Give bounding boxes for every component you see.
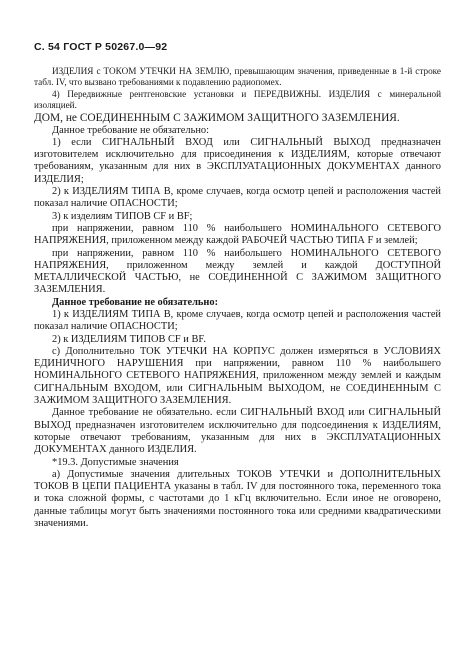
paragraph: а) Допустимые значения длительных ТОКОВ УТЕЧКИ и ДОПОЛНИТЕЛЬНЫХ ТОКОВ В ЦЕПИ ПАЦИЕНТА указаны в табл. IV для постоянного тока, переменного тока и тока сложной формы, с частотами до 1 кГц включительно. Если иное не оговорено, данные таблицы могут быть значениями постоянного тока или средними квадратическими значениями. xyxy=(34,468,441,530)
paragraph: 3) к изделиям ТИПОВ CF и BF; xyxy=(52,210,193,222)
paragraph: 2) к ИЗДЕЛИЯМ ТИПА В, кроме случаев, когда осмотр цепей и расположения частей показал наличие ОПАСНОСТИ; xyxy=(34,186,441,210)
document-body xyxy=(34,66,441,530)
paragraph: 1) если СИГНАЛЬНЫЙ ВХОД или СИГНАЛЬНЫЙ ВЫХОД предназначен изготовителем исключительно для присоединения к ИЗДЕЛИЯМ, которые отвечают требованиям, указанным для них в ЭКСПЛУАТАЦИОННЫХ ДОКУМЕНТАХ данного ИЗДЕЛИЯ; xyxy=(34,136,441,185)
paragraph: Данное требование не обязательно: xyxy=(52,124,209,136)
section-heading: *19.3. Допустимые значения xyxy=(52,456,179,468)
paragraph: ДОМ, не СОЕДИНЕННЫМ С ЗАЖИМОМ ЗАЩИТНОГО ЗАЗЕМЛЕНИЯ. xyxy=(34,111,400,124)
paragraph: ИЗДЕЛИЯ с ТОКОМ УТЕЧКИ НА ЗЕМЛЮ, превышающим значения, приведенные в 1-й строке табл. IV, что вызвано требованиями к подавлению радиопомех. xyxy=(34,66,441,88)
paragraph: с) Дополнительно ТОК УТЕЧКИ НА КОРПУС должен измеряться в УСЛОВИЯХ ЕДИНИЧНОГО НАРУШЕНИЯ при напряжении, равном 110 % наибольшего НОМИНАЛЬНОГО СЕТЕВОГО НАПРЯЖЕНИЯ, приложенном между землей и каждым СИГНАЛЬНЫМ ВХОДОМ, или СИГНАЛЬНЫМ ВЫХОДОМ, не СОЕДИНЕННЫМ С ЗАЖИМОМ ЗАЩИТНОГО ЗАЗЕМЛЕНИЯ. xyxy=(34,345,441,407)
paragraph: при напряжении, равном 110 % наибольшего НОМИНАЛЬНОГО СЕТЕВОГО НАПРЯЖЕНИЯ, приложенном между землей и каждой ДОСТУПНОЙ МЕТАЛЛИЧЕСКОЙ ЧАСТЬЮ, не СОЕДИНЕННОЙ С ЗАЖИМОМ ЗАЩИТНОГО ЗАЗЕМЛЕНИЯ. xyxy=(34,247,441,296)
paragraph: 4) Передвижные рентгеновские установки и ПЕРЕДВИЖНЫ. ИЗДЕЛИЯ с минеральной изоляцией. xyxy=(34,88,441,111)
paragraph: Данное требование не обязательно: xyxy=(52,296,219,308)
paragraph: Данное требование не обязательно. если СИГНАЛЬНЫЙ ВХОД или СИГНАЛЬНЫЙ ВЫХОД предназначен изготовителем исключительно для подсоединения к ИЗДЕЛИЯМ, которые отвечают требованиям, указанным для них в ЭКСПЛУАТАЦИОННЫХ ДОКУМЕНТАХ данного ИЗДЕЛИЯ. xyxy=(34,407,441,456)
paragraph: 2) к ИЗДЕЛИЯМ ТИПОВ CF и BF. xyxy=(52,333,206,345)
page-header: С. 54 ГОСТ Р 50267.0—92 xyxy=(34,41,168,53)
paragraph: 1) к ИЗДЕЛИЯМ ТИПА В, кроме случаев, когда осмотр цепей и расположения частей показал наличие ОПАСНОСТИ; xyxy=(34,308,441,333)
paragraph: при напряжении, равном 110 % наибольшего НОМИНАЛЬНОГО СЕТЕВОГО НАПРЯЖЕНИЯ, приложенном между каждой РАБОЧЕЙ ЧАСТЬЮ ТИПА F и землей; xyxy=(34,222,441,247)
